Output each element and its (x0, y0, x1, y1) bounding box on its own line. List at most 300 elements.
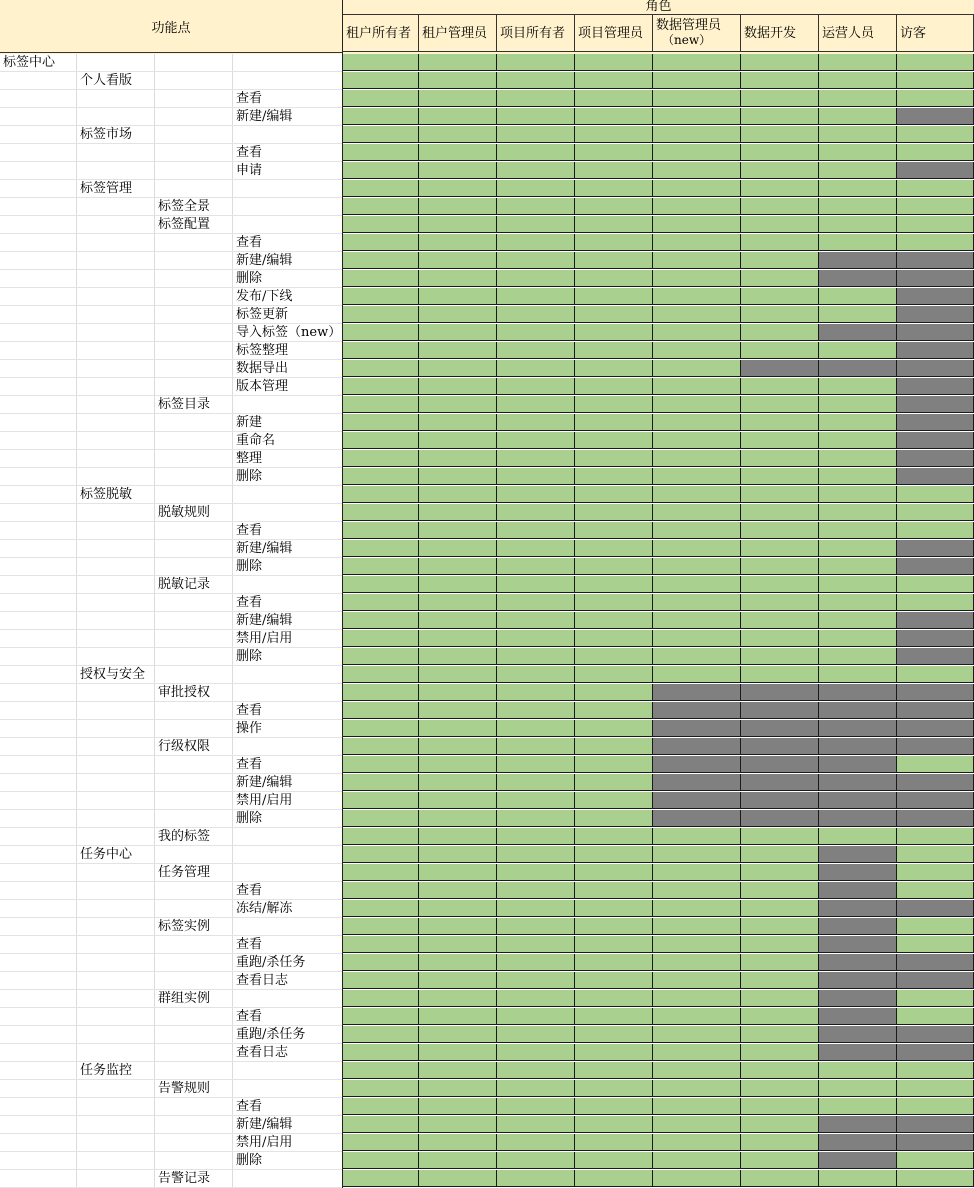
permission-cell-denied[interactable] (897, 378, 974, 395)
permission-cell-allowed[interactable] (497, 1044, 575, 1061)
permission-cell-allowed[interactable] (653, 504, 741, 521)
permission-cell-allowed[interactable] (653, 918, 741, 935)
permission-cell-allowed[interactable] (343, 162, 419, 179)
permission-cell-denied[interactable] (741, 738, 819, 755)
permission-cell-allowed[interactable] (343, 828, 419, 845)
permission-cell-allowed[interactable] (343, 810, 419, 827)
permission-cell-allowed[interactable] (897, 828, 974, 845)
permission-cell-allowed[interactable] (741, 846, 819, 863)
permission-cell-allowed[interactable] (575, 918, 653, 935)
permission-cell-allowed[interactable] (575, 1170, 653, 1187)
permission-cell-allowed[interactable] (419, 612, 497, 629)
permission-cell-allowed[interactable] (741, 576, 819, 593)
permission-cell-denied[interactable] (819, 990, 897, 1007)
permission-cell-allowed[interactable] (741, 90, 819, 107)
permission-cell-allowed[interactable] (497, 108, 575, 125)
permission-cell-allowed[interactable] (497, 954, 575, 971)
permission-cell-denied[interactable] (819, 684, 897, 701)
permission-cell-allowed[interactable] (575, 936, 653, 953)
permission-cell-allowed[interactable] (819, 126, 897, 143)
permission-cell-allowed[interactable] (897, 1152, 974, 1169)
permission-cell-allowed[interactable] (343, 990, 419, 1007)
permission-cell-allowed[interactable] (653, 414, 741, 431)
permission-cell-allowed[interactable] (653, 828, 741, 845)
permission-cell-allowed[interactable] (653, 90, 741, 107)
permission-cell-allowed[interactable] (897, 486, 974, 503)
permission-cell-allowed[interactable] (343, 270, 419, 287)
permission-cell-denied[interactable] (897, 702, 974, 719)
permission-cell-denied[interactable] (819, 972, 897, 989)
permission-cell-allowed[interactable] (497, 450, 575, 467)
permission-cell-allowed[interactable] (653, 108, 741, 125)
permission-cell-allowed[interactable] (419, 1170, 497, 1187)
permission-cell-allowed[interactable] (897, 54, 974, 71)
permission-cell-allowed[interactable] (497, 342, 575, 359)
permission-cell-denied[interactable] (819, 1044, 897, 1061)
permission-cell-allowed[interactable] (575, 522, 653, 539)
permission-cell-allowed[interactable] (741, 612, 819, 629)
permission-cell-allowed[interactable] (653, 1044, 741, 1061)
permission-cell-allowed[interactable] (575, 1116, 653, 1133)
permission-cell-allowed[interactable] (819, 522, 897, 539)
permission-cell-allowed[interactable] (419, 324, 497, 341)
permission-cell-denied[interactable] (897, 396, 974, 413)
permission-cell-allowed[interactable] (819, 162, 897, 179)
permission-cell-allowed[interactable] (575, 1098, 653, 1115)
permission-cell-allowed[interactable] (897, 990, 974, 1007)
permission-cell-allowed[interactable] (653, 1008, 741, 1025)
permission-cell-allowed[interactable] (497, 540, 575, 557)
permission-cell-allowed[interactable] (575, 1080, 653, 1097)
permission-cell-allowed[interactable] (419, 702, 497, 719)
permission-cell-allowed[interactable] (653, 306, 741, 323)
permission-cell-allowed[interactable] (741, 126, 819, 143)
permission-cell-allowed[interactable] (343, 630, 419, 647)
permission-cell-allowed[interactable] (653, 126, 741, 143)
permission-cell-allowed[interactable] (343, 144, 419, 161)
permission-cell-denied[interactable] (819, 918, 897, 935)
permission-cell-allowed[interactable] (419, 198, 497, 215)
permission-cell-allowed[interactable] (419, 162, 497, 179)
permission-cell-denied[interactable] (653, 792, 741, 809)
permission-cell-allowed[interactable] (419, 252, 497, 269)
permission-cell-allowed[interactable] (343, 918, 419, 935)
permission-cell-allowed[interactable] (653, 1098, 741, 1115)
permission-cell-allowed[interactable] (343, 1026, 419, 1043)
permission-cell-allowed[interactable] (575, 630, 653, 647)
permission-cell-allowed[interactable] (741, 234, 819, 251)
permission-cell-denied[interactable] (819, 738, 897, 755)
permission-cell-allowed[interactable] (819, 450, 897, 467)
permission-cell-allowed[interactable] (653, 1170, 741, 1187)
permission-cell-allowed[interactable] (741, 1152, 819, 1169)
permission-cell-allowed[interactable] (343, 936, 419, 953)
permission-cell-allowed[interactable] (419, 1026, 497, 1043)
permission-cell-allowed[interactable] (897, 1170, 974, 1187)
permission-cell-allowed[interactable] (343, 1134, 419, 1151)
permission-cell-allowed[interactable] (575, 468, 653, 485)
permission-cell-allowed[interactable] (653, 522, 741, 539)
permission-cell-allowed[interactable] (575, 324, 653, 341)
permission-cell-allowed[interactable] (741, 108, 819, 125)
permission-cell-allowed[interactable] (741, 252, 819, 269)
permission-cell-allowed[interactable] (419, 1008, 497, 1025)
permission-cell-allowed[interactable] (419, 1134, 497, 1151)
permission-cell-allowed[interactable] (897, 1008, 974, 1025)
permission-cell-denied[interactable] (741, 756, 819, 773)
permission-cell-allowed[interactable] (497, 558, 575, 575)
permission-cell-allowed[interactable] (497, 306, 575, 323)
permission-cell-allowed[interactable] (897, 72, 974, 89)
permission-cell-allowed[interactable] (653, 1080, 741, 1097)
permission-cell-denied[interactable] (897, 1116, 974, 1133)
permission-cell-allowed[interactable] (819, 558, 897, 575)
permission-cell-allowed[interactable] (343, 972, 419, 989)
permission-cell-allowed[interactable] (343, 1062, 419, 1079)
permission-cell-allowed[interactable] (575, 144, 653, 161)
permission-cell-allowed[interactable] (343, 720, 419, 737)
permission-cell-denied[interactable] (653, 810, 741, 827)
permission-cell-allowed[interactable] (819, 1062, 897, 1079)
permission-cell-allowed[interactable] (741, 1026, 819, 1043)
permission-cell-allowed[interactable] (575, 720, 653, 737)
permission-cell-allowed[interactable] (419, 306, 497, 323)
permission-cell-denied[interactable] (819, 954, 897, 971)
permission-cell-denied[interactable] (653, 756, 741, 773)
permission-cell-denied[interactable] (897, 324, 974, 341)
permission-cell-allowed[interactable] (741, 864, 819, 881)
permission-cell-allowed[interactable] (741, 162, 819, 179)
permission-cell-allowed[interactable] (497, 774, 575, 791)
permission-cell-allowed[interactable] (819, 54, 897, 71)
permission-cell-allowed[interactable] (819, 540, 897, 557)
permission-cell-allowed[interactable] (897, 234, 974, 251)
permission-cell-denied[interactable] (897, 954, 974, 971)
permission-cell-denied[interactable] (819, 864, 897, 881)
permission-cell-allowed[interactable] (819, 144, 897, 161)
permission-cell-allowed[interactable] (575, 882, 653, 899)
permission-cell-allowed[interactable] (897, 1098, 974, 1115)
permission-cell-denied[interactable] (819, 1026, 897, 1043)
permission-cell-allowed[interactable] (653, 630, 741, 647)
permission-cell-allowed[interactable] (419, 846, 497, 863)
permission-cell-allowed[interactable] (497, 414, 575, 431)
permission-cell-allowed[interactable] (343, 1080, 419, 1097)
permission-cell-allowed[interactable] (575, 90, 653, 107)
permission-cell-allowed[interactable] (575, 396, 653, 413)
permission-cell-allowed[interactable] (343, 468, 419, 485)
permission-cell-allowed[interactable] (741, 990, 819, 1007)
permission-cell-allowed[interactable] (897, 1062, 974, 1079)
permission-cell-denied[interactable] (897, 738, 974, 755)
permission-cell-allowed[interactable] (419, 504, 497, 521)
permission-cell-denied[interactable] (653, 774, 741, 791)
permission-cell-allowed[interactable] (343, 126, 419, 143)
permission-cell-allowed[interactable] (741, 306, 819, 323)
permission-cell-allowed[interactable] (741, 630, 819, 647)
permission-cell-allowed[interactable] (497, 846, 575, 863)
permission-cell-allowed[interactable] (343, 882, 419, 899)
permission-cell-allowed[interactable] (419, 468, 497, 485)
permission-cell-allowed[interactable] (343, 342, 419, 359)
permission-cell-allowed[interactable] (497, 90, 575, 107)
permission-cell-allowed[interactable] (575, 774, 653, 791)
permission-cell-denied[interactable] (897, 648, 974, 665)
permission-cell-allowed[interactable] (419, 1116, 497, 1133)
permission-cell-allowed[interactable] (343, 108, 419, 125)
permission-cell-allowed[interactable] (575, 72, 653, 89)
permission-cell-allowed[interactable] (819, 612, 897, 629)
permission-cell-allowed[interactable] (897, 756, 974, 773)
permission-cell-allowed[interactable] (343, 738, 419, 755)
permission-cell-allowed[interactable] (497, 1152, 575, 1169)
permission-cell-allowed[interactable] (897, 126, 974, 143)
permission-cell-allowed[interactable] (819, 648, 897, 665)
permission-cell-allowed[interactable] (653, 594, 741, 611)
permission-cell-allowed[interactable] (575, 666, 653, 683)
permission-cell-allowed[interactable] (419, 666, 497, 683)
permission-cell-allowed[interactable] (897, 594, 974, 611)
permission-cell-denied[interactable] (897, 1044, 974, 1061)
permission-cell-denied[interactable] (819, 702, 897, 719)
permission-cell-allowed[interactable] (741, 396, 819, 413)
permission-cell-allowed[interactable] (419, 540, 497, 557)
permission-cell-allowed[interactable] (819, 468, 897, 485)
permission-cell-allowed[interactable] (653, 1134, 741, 1151)
permission-cell-allowed[interactable] (575, 990, 653, 1007)
permission-cell-allowed[interactable] (343, 648, 419, 665)
permission-cell-allowed[interactable] (575, 792, 653, 809)
permission-cell-allowed[interactable] (741, 54, 819, 71)
permission-cell-allowed[interactable] (575, 270, 653, 287)
permission-cell-allowed[interactable] (741, 144, 819, 161)
permission-cell-allowed[interactable] (575, 450, 653, 467)
permission-cell-allowed[interactable] (741, 432, 819, 449)
permission-cell-denied[interactable] (897, 468, 974, 485)
permission-cell-allowed[interactable] (741, 936, 819, 953)
permission-cell-denied[interactable] (897, 450, 974, 467)
permission-cell-allowed[interactable] (819, 432, 897, 449)
permission-cell-allowed[interactable] (575, 594, 653, 611)
permission-cell-allowed[interactable] (575, 504, 653, 521)
permission-cell-allowed[interactable] (343, 432, 419, 449)
permission-cell-allowed[interactable] (419, 792, 497, 809)
permission-cell-denied[interactable] (741, 810, 819, 827)
permission-cell-denied[interactable] (741, 720, 819, 737)
permission-cell-allowed[interactable] (741, 918, 819, 935)
permission-cell-allowed[interactable] (653, 342, 741, 359)
permission-cell-allowed[interactable] (497, 522, 575, 539)
permission-cell-allowed[interactable] (741, 342, 819, 359)
permission-cell-allowed[interactable] (497, 324, 575, 341)
permission-cell-allowed[interactable] (819, 108, 897, 125)
permission-cell-allowed[interactable] (819, 90, 897, 107)
permission-cell-denied[interactable] (897, 558, 974, 575)
permission-cell-allowed[interactable] (653, 612, 741, 629)
permission-cell-allowed[interactable] (419, 216, 497, 233)
permission-cell-allowed[interactable] (497, 594, 575, 611)
permission-cell-allowed[interactable] (897, 864, 974, 881)
permission-cell-allowed[interactable] (653, 900, 741, 917)
permission-cell-allowed[interactable] (819, 396, 897, 413)
permission-cell-allowed[interactable] (343, 954, 419, 971)
permission-cell-allowed[interactable] (497, 162, 575, 179)
permission-cell-allowed[interactable] (343, 540, 419, 557)
permission-cell-allowed[interactable] (653, 846, 741, 863)
permission-cell-allowed[interactable] (575, 756, 653, 773)
permission-cell-allowed[interactable] (419, 954, 497, 971)
permission-cell-allowed[interactable] (343, 306, 419, 323)
permission-cell-allowed[interactable] (575, 180, 653, 197)
permission-cell-allowed[interactable] (575, 486, 653, 503)
permission-cell-allowed[interactable] (343, 684, 419, 701)
permission-cell-allowed[interactable] (819, 288, 897, 305)
permission-cell-denied[interactable] (897, 720, 974, 737)
permission-cell-allowed[interactable] (897, 198, 974, 215)
permission-cell-allowed[interactable] (897, 918, 974, 935)
permission-cell-allowed[interactable] (819, 216, 897, 233)
permission-cell-allowed[interactable] (343, 1116, 419, 1133)
permission-cell-allowed[interactable] (819, 1080, 897, 1097)
permission-cell-allowed[interactable] (819, 198, 897, 215)
permission-cell-allowed[interactable] (419, 936, 497, 953)
permission-cell-allowed[interactable] (653, 216, 741, 233)
permission-cell-allowed[interactable] (343, 522, 419, 539)
permission-cell-allowed[interactable] (653, 666, 741, 683)
permission-cell-allowed[interactable] (343, 1044, 419, 1061)
permission-cell-allowed[interactable] (497, 936, 575, 953)
permission-cell-allowed[interactable] (419, 576, 497, 593)
permission-cell-allowed[interactable] (497, 612, 575, 629)
permission-cell-allowed[interactable] (343, 702, 419, 719)
permission-cell-allowed[interactable] (419, 486, 497, 503)
permission-cell-allowed[interactable] (497, 720, 575, 737)
permission-cell-allowed[interactable] (419, 828, 497, 845)
permission-cell-allowed[interactable] (419, 594, 497, 611)
permission-cell-allowed[interactable] (419, 1062, 497, 1079)
permission-cell-allowed[interactable] (343, 288, 419, 305)
permission-cell-allowed[interactable] (419, 756, 497, 773)
permission-cell-allowed[interactable] (653, 432, 741, 449)
permission-cell-denied[interactable] (819, 252, 897, 269)
permission-cell-allowed[interactable] (819, 486, 897, 503)
permission-cell-allowed[interactable] (497, 234, 575, 251)
permission-cell-allowed[interactable] (343, 450, 419, 467)
permission-cell-allowed[interactable] (575, 306, 653, 323)
permission-cell-denied[interactable] (897, 684, 974, 701)
permission-cell-allowed[interactable] (343, 72, 419, 89)
permission-cell-allowed[interactable] (741, 72, 819, 89)
permission-cell-allowed[interactable] (741, 882, 819, 899)
permission-cell-allowed[interactable] (653, 360, 741, 377)
permission-cell-allowed[interactable] (419, 558, 497, 575)
permission-cell-allowed[interactable] (741, 324, 819, 341)
permission-cell-allowed[interactable] (653, 486, 741, 503)
permission-cell-allowed[interactable] (741, 954, 819, 971)
permission-cell-allowed[interactable] (343, 486, 419, 503)
permission-cell-allowed[interactable] (741, 378, 819, 395)
permission-cell-allowed[interactable] (575, 1026, 653, 1043)
permission-cell-allowed[interactable] (419, 108, 497, 125)
permission-cell-allowed[interactable] (741, 540, 819, 557)
permission-cell-allowed[interactable] (653, 252, 741, 269)
permission-cell-allowed[interactable] (575, 1152, 653, 1169)
permission-cell-allowed[interactable] (653, 990, 741, 1007)
permission-cell-allowed[interactable] (419, 54, 497, 71)
permission-cell-allowed[interactable] (343, 54, 419, 71)
permission-cell-denied[interactable] (819, 360, 897, 377)
permission-cell-denied[interactable] (819, 1134, 897, 1151)
permission-cell-allowed[interactable] (575, 108, 653, 125)
permission-cell-allowed[interactable] (575, 432, 653, 449)
permission-cell-allowed[interactable] (343, 1008, 419, 1025)
permission-cell-allowed[interactable] (897, 936, 974, 953)
permission-cell-allowed[interactable] (497, 288, 575, 305)
permission-cell-allowed[interactable] (575, 540, 653, 557)
permission-cell-denied[interactable] (897, 288, 974, 305)
permission-cell-allowed[interactable] (897, 666, 974, 683)
permission-cell-allowed[interactable] (653, 450, 741, 467)
permission-cell-allowed[interactable] (419, 270, 497, 287)
permission-cell-allowed[interactable] (575, 738, 653, 755)
permission-cell-denied[interactable] (741, 774, 819, 791)
permission-cell-allowed[interactable] (497, 54, 575, 71)
permission-cell-allowed[interactable] (497, 882, 575, 899)
permission-cell-allowed[interactable] (575, 576, 653, 593)
permission-cell-denied[interactable] (819, 936, 897, 953)
permission-cell-allowed[interactable] (653, 54, 741, 71)
permission-cell-allowed[interactable] (497, 270, 575, 287)
permission-cell-allowed[interactable] (653, 162, 741, 179)
permission-cell-allowed[interactable] (343, 756, 419, 773)
permission-cell-allowed[interactable] (897, 144, 974, 161)
permission-cell-allowed[interactable] (343, 234, 419, 251)
permission-cell-allowed[interactable] (741, 1008, 819, 1025)
permission-cell-denied[interactable] (897, 630, 974, 647)
permission-cell-allowed[interactable] (575, 954, 653, 971)
permission-cell-allowed[interactable] (419, 288, 497, 305)
permission-cell-allowed[interactable] (497, 126, 575, 143)
permission-cell-allowed[interactable] (343, 378, 419, 395)
permission-cell-allowed[interactable] (343, 774, 419, 791)
permission-cell-allowed[interactable] (575, 252, 653, 269)
permission-cell-allowed[interactable] (497, 1008, 575, 1025)
permission-cell-denied[interactable] (819, 1008, 897, 1025)
permission-cell-allowed[interactable] (653, 1116, 741, 1133)
permission-cell-allowed[interactable] (343, 1152, 419, 1169)
permission-cell-allowed[interactable] (419, 378, 497, 395)
permission-cell-denied[interactable] (819, 270, 897, 287)
permission-cell-allowed[interactable] (497, 684, 575, 701)
permission-cell-denied[interactable] (897, 162, 974, 179)
permission-cell-allowed[interactable] (497, 504, 575, 521)
permission-cell-allowed[interactable] (343, 1170, 419, 1187)
permission-cell-allowed[interactable] (653, 288, 741, 305)
permission-cell-allowed[interactable] (419, 900, 497, 917)
permission-cell-allowed[interactable] (741, 180, 819, 197)
permission-cell-allowed[interactable] (575, 972, 653, 989)
permission-cell-allowed[interactable] (497, 1026, 575, 1043)
permission-cell-denied[interactable] (819, 756, 897, 773)
permission-cell-allowed[interactable] (741, 1044, 819, 1061)
permission-cell-allowed[interactable] (653, 540, 741, 557)
permission-cell-allowed[interactable] (419, 396, 497, 413)
permission-cell-allowed[interactable] (497, 1080, 575, 1097)
permission-cell-allowed[interactable] (343, 864, 419, 881)
permission-cell-allowed[interactable] (653, 954, 741, 971)
permission-cell-denied[interactable] (819, 1152, 897, 1169)
permission-cell-allowed[interactable] (819, 504, 897, 521)
